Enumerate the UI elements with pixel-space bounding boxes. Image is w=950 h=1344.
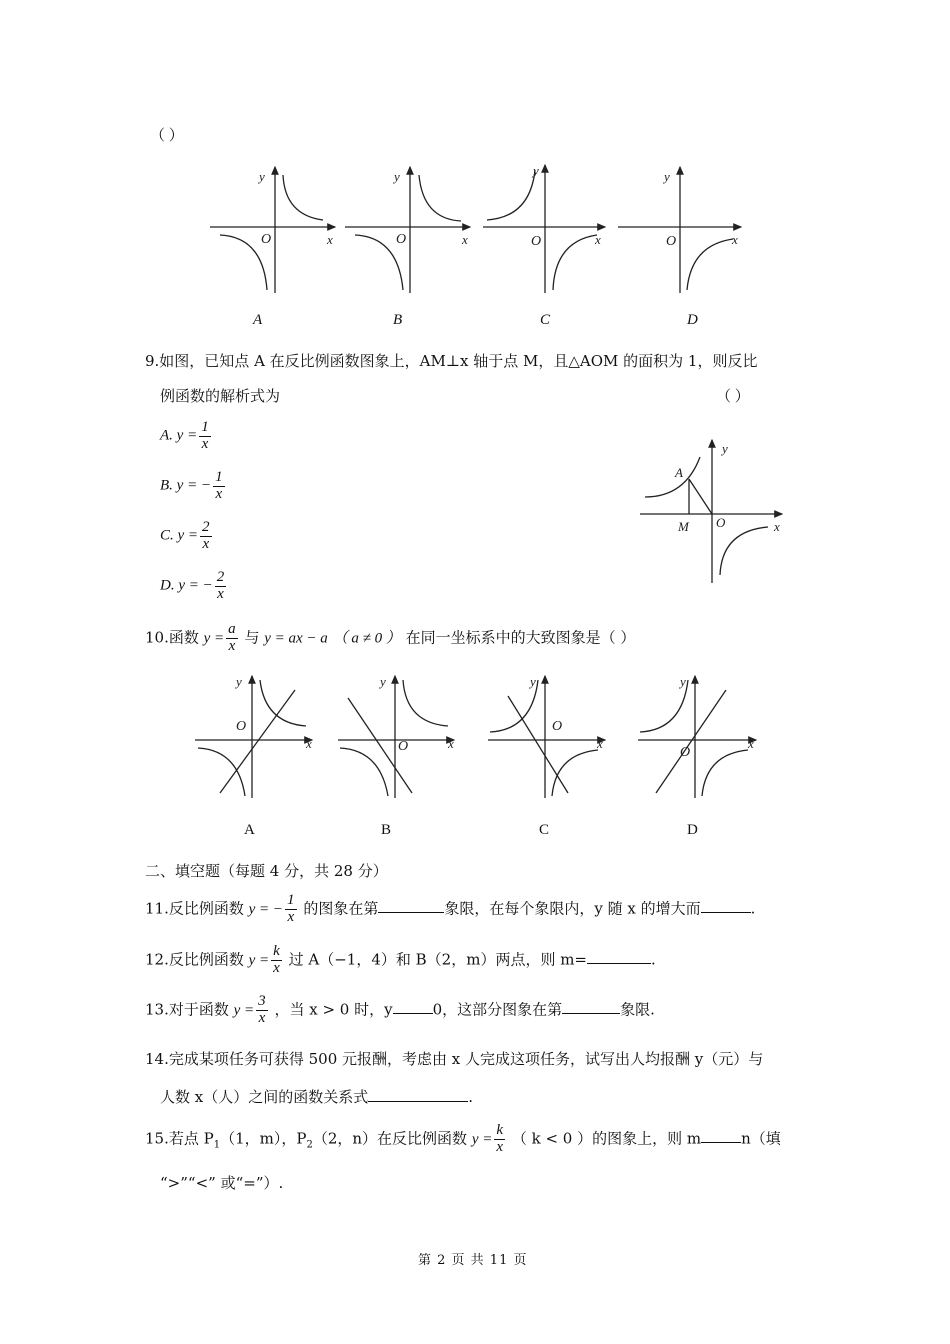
q8-graph-d [618,167,741,293]
q13: 13.对于函数 y = $\frac{3}{x}$ ，当 x > 0 时，y 0，这部分图象在第 象限. [145,993,655,1026]
q10-option-d: D [687,822,698,838]
q9-figure-label-m: M [678,519,689,534]
q8-option-b: B [393,312,403,328]
q8-graph-c [483,163,605,293]
svg-text:x: x [327,232,333,247]
svg-text:x: x [597,736,603,751]
svg-text:x: x [306,736,312,751]
q9-answer-paren: （ ） [716,389,750,405]
svg-text:O: O [261,232,272,247]
svg-text:x: x [462,232,468,247]
q8-option-d: D [687,312,698,328]
q8-answer-paren: （ ） [150,128,184,144]
q9-figure-label-a: A [675,465,683,480]
svg-text:y: y [236,674,242,689]
svg-text:y: y [680,674,686,689]
q9-figure [640,435,790,585]
q10-option-b: B [381,822,392,838]
q15-line1: 15.若点 $P_1(1$，m），$P_2(2$，n）在反比例函数 y = $\frac{k}{x}$ （ k < 0 ）的图象上，则 m n（填 [145,1122,781,1155]
q14-line1: 14.完成某项任务可获得 500 元报酬，考虑由 x 人完成这项任务，试写出人均报酬 y（元）与 [145,1050,764,1068]
q8-option-a: A [253,312,263,328]
q10-option-a: A [244,822,255,838]
q15-line2: “>”“<” 或“=”）. [160,1174,284,1192]
q10-graph-b [338,674,454,798]
q8-graphs [205,155,750,300]
svg-text:O: O [236,719,247,734]
svg-text:y: y [394,169,400,184]
svg-text:y: y [530,674,536,689]
q9-stem-line2: 例函数的解析式为 [160,387,281,405]
q11: 11.反比例函数 y = − $\frac{1}{x}$ 的图象在第 象限，在每个象限内，y 随 x 的增大而 . [145,892,756,925]
q10-graphs [190,668,765,803]
q14-line2: 人数 x（人）之间的函数关系式 . [160,1088,474,1106]
svg-text:x: x [748,736,754,751]
q10-graph-c [488,674,605,798]
svg-text:y: y [380,674,386,689]
q10-graph-a [195,674,312,798]
q9-option-c: C. y = $\frac{2}{x}$ [160,519,210,552]
q8-graph-a [210,167,335,293]
section2-title: 二、填空题（每题 4 分，共 28 分） [145,862,388,880]
q8-graph-b [345,167,470,293]
q9-option-b: B. y = − $\frac{1}{x}$ [160,469,223,502]
svg-text:x: x [595,232,601,247]
q9-figure-label-x: x [774,519,780,534]
svg-text:x: x [448,736,454,751]
svg-text:y: y [259,169,265,184]
svg-text:O: O [396,232,407,247]
page-footer: 第 2 页 共 11 页 [418,1253,528,1268]
q12: 12.反比例函数 y = $\frac{k}{x}$ 过 A（−1，4）和 B（2，m）两点，则 m= . [145,943,656,976]
svg-text:y: y [533,163,539,178]
svg-text:O: O [666,234,677,249]
q8-option-c: C [540,312,551,328]
svg-text:O: O [398,739,409,754]
q9-option-a: A. y = $\frac{1}{x}$ [160,419,209,452]
q10-graph-d [638,674,756,798]
q9-figure-label-y: y [722,441,728,456]
q10-stem: 10.函数 y = $\frac{a}{x}$ 与 y = ax − a （ a ≠ 0 ） 在同一坐标系中的大致图象是（ ） [145,621,636,654]
q9-figure-label-o: O [716,515,726,530]
svg-text:y: y [664,169,670,184]
svg-text:O: O [531,234,542,249]
svg-text:O: O [552,719,563,734]
svg-text:x: x [732,232,738,247]
q9-stem-line1: 9.如图，已知点 A 在反比例函数图象上，AM⊥x 轴于点 M，且△AOM 的面积为 1，则反比 [145,352,758,370]
q9-option-d: D. y = − $\frac{2}{x}$ [160,569,225,602]
q10-option-c: C [539,822,550,838]
svg-text:O: O [680,745,691,760]
